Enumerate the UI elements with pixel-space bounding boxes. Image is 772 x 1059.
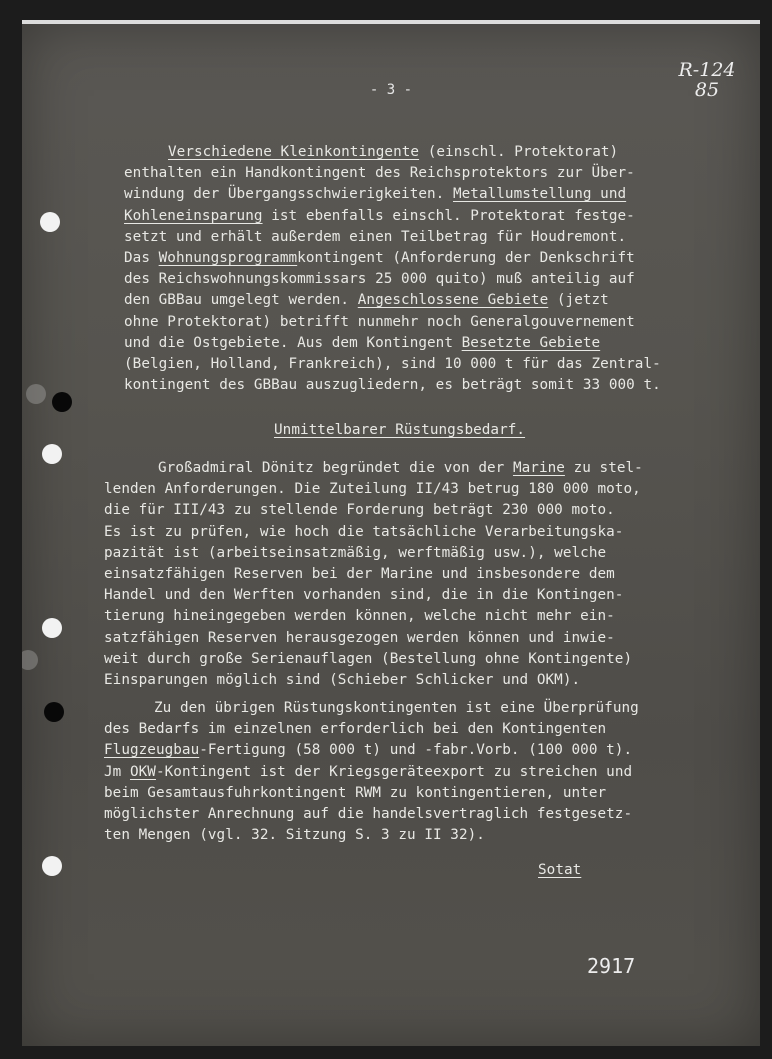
text-segment: Marine <box>512 460 565 476</box>
text-line <box>104 524 623 540</box>
text-line <box>104 545 606 561</box>
text-line <box>104 742 632 758</box>
text-line <box>104 721 606 737</box>
text-segment: Wohnungsprogramm <box>158 250 298 266</box>
text-segment: Flugzeugbau <box>104 742 200 759</box>
text-line <box>124 208 635 224</box>
text-segment: -Fertigung (58 000 t) und -fabr.Vorb. (100 000 t). <box>199 742 633 759</box>
text-segment: die für III/43 zu stellende Forderung beträgt 230 000 moto. <box>104 502 615 519</box>
text-segment: -Kontingent ist der Kriegsgeräteexport zu streichen und <box>155 763 633 780</box>
text-segment: zu stel- <box>564 460 643 476</box>
text-line <box>104 785 606 801</box>
text-line <box>154 700 639 716</box>
punch-hole <box>40 212 60 232</box>
text-line <box>124 165 635 181</box>
text-segment: Jm <box>104 763 130 780</box>
punch-hole <box>26 384 46 404</box>
page-number: - 3 - <box>369 82 413 98</box>
text-segment: den GBBau umgelegt werden. <box>124 292 358 309</box>
punch-hole <box>42 856 62 876</box>
text-segment: Zu den übrigen Rüstungskontingenten ist eine Überprüfung <box>154 700 639 716</box>
text-segment: kontingent (Anforderung der Denkschrift <box>297 250 635 266</box>
text-line <box>124 229 626 245</box>
text-line <box>158 460 643 476</box>
text-segment: ohne Protektorat) betrifft nunmehr noch Generalgouvernement <box>124 313 635 330</box>
text-line <box>124 377 661 393</box>
text-segment: (jetzt <box>548 292 609 309</box>
text-segment: setzt und erhält außerdem einen Teilbetrag für Houdremont. <box>124 228 627 245</box>
text-line <box>104 566 615 582</box>
text-segment: des Reichswohnungskommissars 25 000 quito) muß anteilig auf <box>124 271 635 288</box>
text-line <box>104 806 632 822</box>
section-heading: Unmittelbarer Rüstungsbedarf. <box>274 422 526 438</box>
signature: Sotat <box>538 862 582 878</box>
text-segment: Einsparungen möglich sind (Schieber Schlicker und OKM). <box>104 672 581 688</box>
text-segment: satzfähigen Reserven herausgezogen werden können und inwie- <box>104 629 615 646</box>
text-segment: Großadmiral Dönitz begründet die von der <box>158 460 513 476</box>
text-line <box>104 481 641 497</box>
text-segment: kontingent des GBBau auszugliedern, es beträgt somit 33 000 t. <box>124 377 661 394</box>
text-segment: weit durch große Serienauflagen (Bestellung ohne Kontingente) <box>104 650 633 667</box>
handwritten-reference: R-124 85 <box>678 59 736 101</box>
text-segment: ist ebenfalls einschl. Protektorat festge- <box>262 207 635 224</box>
text-segment: enthalten ein Handkontingent des Reichsprotektors zur Über- <box>124 165 635 182</box>
text-segment: windung der Übergangsschwierigkeiten. <box>124 186 453 203</box>
text-segment: ten Mengen (vgl. 32. Sitzung S. 3 zu II 32). <box>104 827 485 844</box>
text-line <box>104 651 632 667</box>
text-segment: Verschiedene Kleinkontingente <box>168 144 420 160</box>
text-line <box>104 630 615 646</box>
text-line <box>124 292 609 308</box>
document-page <box>22 20 760 1046</box>
text-segment: Angeschlossene Gebiete <box>357 292 549 309</box>
text-segment: pazität ist (arbeitseinsatzmäßig, werftmäßig usw.), welche <box>104 544 607 561</box>
text-line <box>104 827 485 843</box>
text-line <box>104 608 615 624</box>
text-line <box>104 587 623 603</box>
text-line <box>124 186 626 202</box>
punch-hole <box>52 392 72 412</box>
text-segment: (Belgien, Holland, Frankreich), sind 10 000 t für das Zentral- <box>124 356 661 372</box>
punch-hole <box>42 618 62 638</box>
text-segment: Das <box>124 250 159 266</box>
punch-hole <box>44 702 64 722</box>
text-segment: (einschl. Protektorat) <box>419 144 619 160</box>
text-segment: Handel und den Werften vorhanden sind, die in die Kontingen- <box>104 587 624 604</box>
text-segment: OKW <box>129 763 156 780</box>
punch-hole <box>42 444 62 464</box>
text-line <box>124 335 600 351</box>
text-segment: und die Ostgebiete. Aus dem Kontingent <box>124 334 462 351</box>
text-segment: Es ist zu prüfen, wie hoch die tatsächliche Verarbeitungska- <box>104 523 624 540</box>
text-segment: möglichster Anrechnung auf die handelsvertraglich festgesetz- <box>104 806 633 822</box>
text-segment: des Bedarfs im einzelnen erforderlich bei den Kontingenten <box>104 721 607 738</box>
stamp-number: 2917 <box>587 954 636 978</box>
punch-hole <box>22 650 38 670</box>
text-segment: beim Gesamtausfuhrkontingent RWM zu kontingentieren, unter <box>104 784 607 801</box>
text-segment: Kohleneinsparung <box>124 207 263 224</box>
text-line <box>104 764 632 780</box>
text-line <box>124 356 661 372</box>
text-segment: Besetzte Gebiete <box>461 334 601 351</box>
text-segment: einsatzfähigen Reserven bei der Marine und insbesondere dem <box>104 566 615 582</box>
text-line <box>168 144 618 160</box>
text-line <box>124 271 635 287</box>
text-segment: Metallumstellung und <box>452 186 627 203</box>
text-line <box>124 250 635 266</box>
text-line <box>104 502 615 518</box>
text-line <box>124 314 635 330</box>
text-segment: tierung hineingegeben werden können, welche nicht mehr ein- <box>104 608 615 625</box>
text-line <box>104 672 580 688</box>
text-segment: lenden Anforderungen. Die Zuteilung II/43 betrug 180 000 moto, <box>104 481 641 498</box>
